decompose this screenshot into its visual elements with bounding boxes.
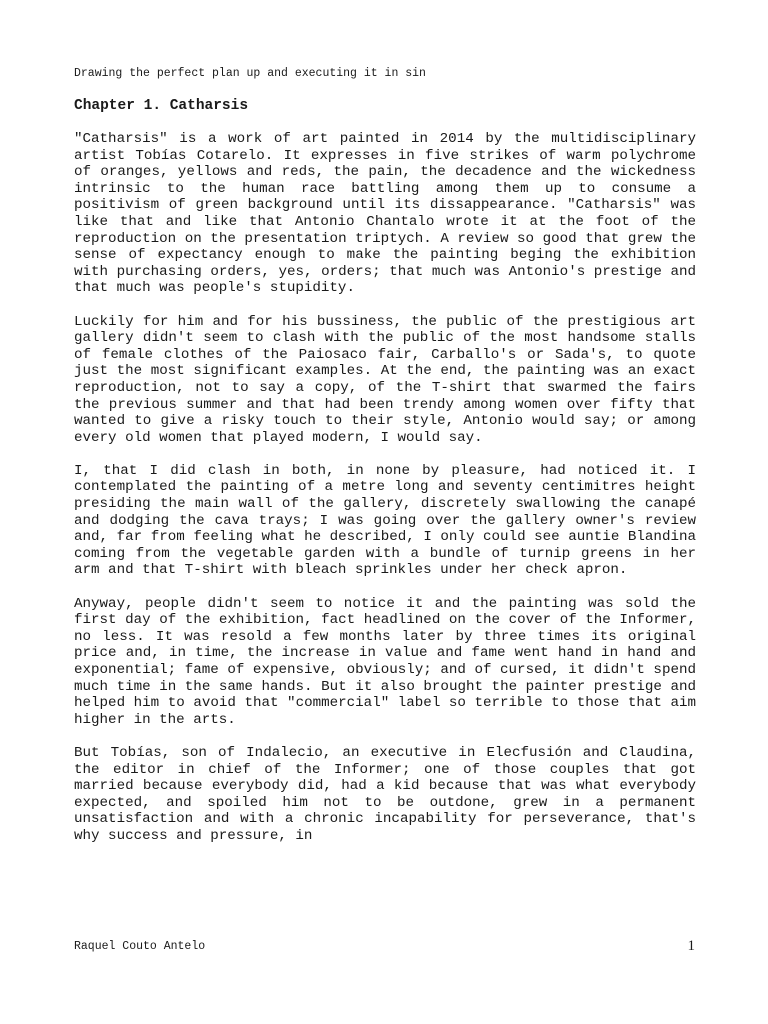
page-number: 1 xyxy=(687,938,695,954)
paragraph-1: "Catharsis" is a work of art painted in 2014 by the multidisciplinary artist Tobías Cotarelo. It expresses in five strikes of warm polychrome of oranges, yellows and reds, the pain, the decadence and the wickedness intrinsic to the human race battling among them up to consume a positivism of green background until its dissappearance. "Catharsis" was like that and like that Antonio Chantalo wrote it at the foot of the reproduction on the presentation triptych. A review so good that grew the sense of expectancy enough to make the painting beging the exhibition with purchasing orders, yes, orders; that much was Antonio's prestige and that much was people's stupidity. xyxy=(74,131,696,297)
chapter-title: Chapter 1. Catharsis xyxy=(74,98,249,114)
paragraph-4: Anyway, people didn't seem to notice it and the painting was sold the first day of the exhibition, fact headlined on the cover of the Informer, no less. It was resold a few months later by three times its original price and, in time, the increase in value and fame went hand in hand and exponential; fame of expensive, obviously; and of cursed, it didn't spend much time in the same hands. But it also brought the painter prestige and helped him to avoid that "commercial" label so terrible to those that aim higher in the arts. xyxy=(74,595,696,728)
paragraph-3: I, that I did clash in both, in none by pleasure, had noticed it. I contemplated the painting of a metre long and seventy centimitres height presiding the main wall of the gallery, discretely swallowing the canapé and dodging the cava trays; I was going over the gallery owner's review and, far from feeling what he described, I only could see auntie Blandina coming from the vegetable garden with a bundle of turnip greens in her arm and that T-shirt with bleach sprinkles under her check apron. xyxy=(74,462,696,579)
footer-author: Raquel Couto Antelo xyxy=(74,940,206,953)
paragraph-2: Luckily for him and for his bussiness, the public of the prestigious art gallery didn't seem to clash with the public of the most handsome stalls of female clothes of the Paiosaco fair, Carballo's or Sada's, to quote just the most significant examples. At the end, the painting was an exact reproduction, not to say a copy, of the T-shirt that swarmed the fairs the previous summer and that had been trendy among women over fifty that wanted to give a risky touch to their style, Antonio would say; or among every old women that played modern, I would say. xyxy=(74,313,696,446)
running-header: Drawing the perfect plan up and executing it in sin xyxy=(74,67,426,80)
chapter-body xyxy=(74,131,696,845)
paragraph-5: But Tobías, son of Indalecio, an executive in Elecfusión and Claudina, the editor in chief of the Informer; one of those couples that got married because everybody did, had a kid because that was what everybody expected, and spoiled him not to be outdone, grew in a permanent unsatisfaction and with a chronic incapability for perseverance, that's why success and pressure, in xyxy=(74,744,696,844)
